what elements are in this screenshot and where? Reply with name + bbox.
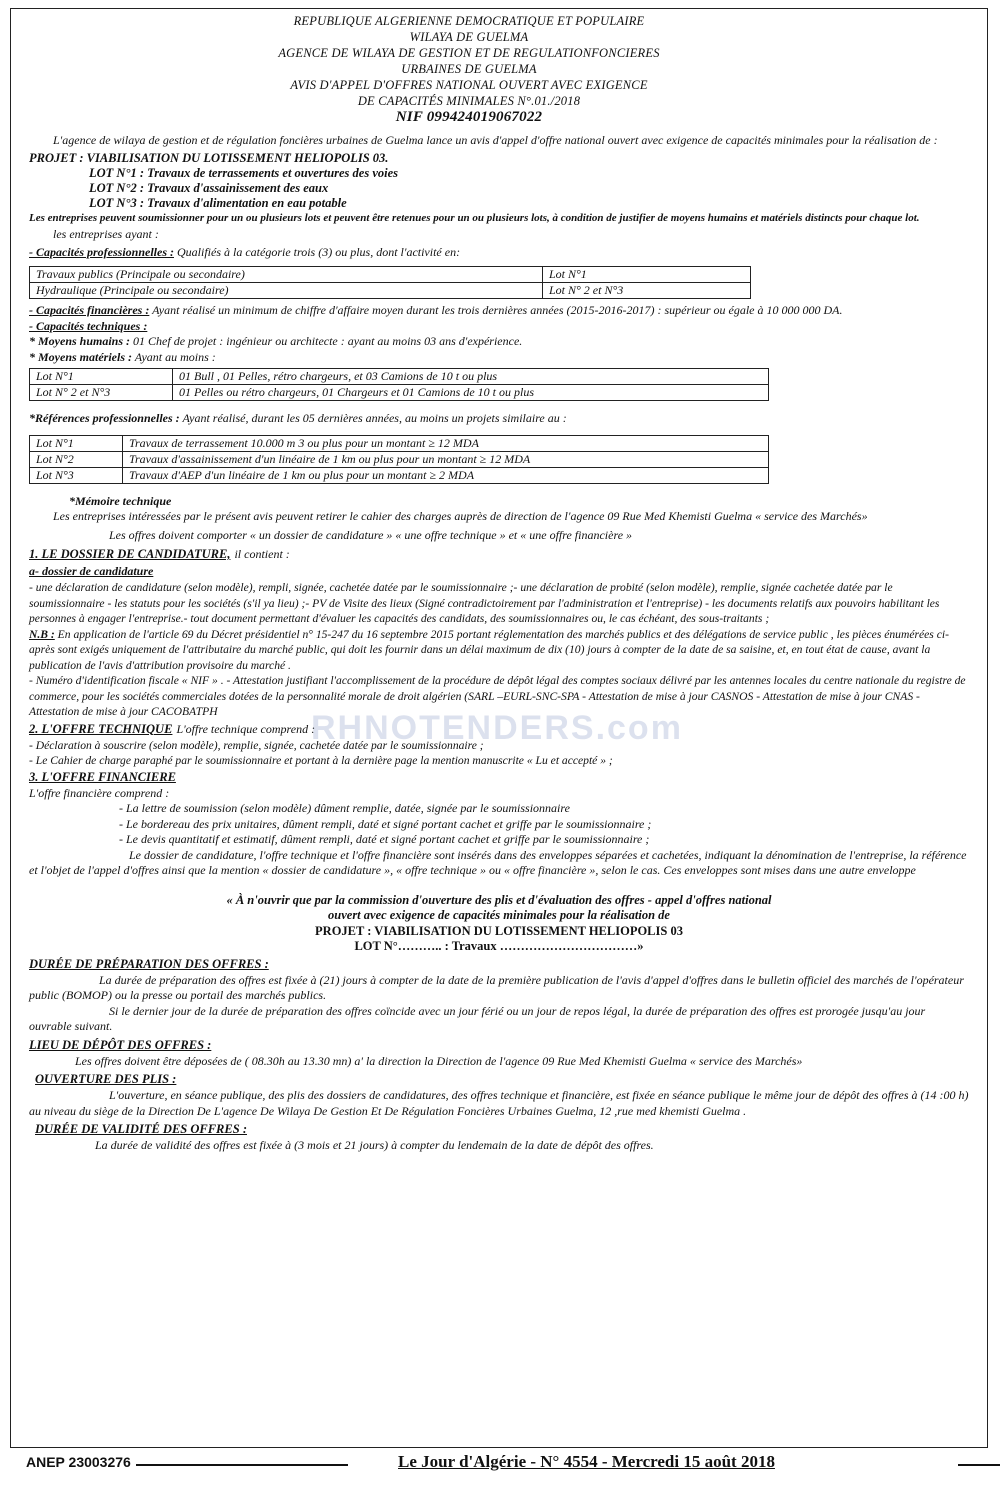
table-cell: Travaux d'assainissement d'un linéaire de 1 km ou plus pour un montant ≥ 12 MDA: [123, 451, 769, 467]
cap-fin-label: - Capacités financières :: [29, 303, 150, 317]
header-line: AVIS D'APPEL D'OFFRES NATIONAL OUVERT AVEC EXIGENCE: [290, 78, 648, 92]
mention-line: « À n'ouvrir que par la commission d'ouverture des plis et d'évaluation des offres - appel d'offres national: [226, 892, 772, 907]
ouverture-title: OUVERTURE DES PLIS :: [35, 1072, 177, 1086]
lot-item: LOT N°1 : Travaux de terrassements et ouvertures des voies: [89, 166, 399, 180]
mention-line: ouvert avec exigence de capacités minimales pour la réalisation de: [328, 908, 670, 922]
ouverture-paragraph: L'ouverture, en séance publique, des plis des dossiers de candidatures, des offres technique et financière, est fixée en séance publique le même jour de dépôt des offres à (14 :00 h) au niveau du siège de la Direction De L'agence De Wilaya De Gestion Et De Régulation Foncières Urbaines Guelma, 12 ,rue med khemisti Guelma .: [29, 1088, 969, 1118]
offres-comporter: Les offres doivent comporter « un dossier de candidature » « une offre technique » et « une offre financière »: [109, 527, 633, 542]
journal-line: Le Jour d'Algérie - N° 4554 - Mercredi 15 août 2018: [398, 1452, 775, 1471]
table-cell: Lot N°1: [30, 435, 123, 451]
cap-tech-label: - Capacités techniques :: [29, 318, 148, 333]
cap-pro-text: Qualifiés à la catégorie trois (3) ou plus, dont l'activité en:: [177, 244, 461, 259]
moyens-humains-label: * Moyens humains :: [29, 334, 131, 348]
document-header: [0, 13, 969, 125]
document-frame: [10, 8, 988, 1448]
offre-fin-title: 3. L'OFFRE FINANCIERE: [29, 769, 176, 784]
header-line: WILAYA DE GUELMA: [409, 30, 529, 44]
retrait-paragraph: Les entreprises intéressées par le présent avis peuvent retirer le cahier des charges auprès de direction de l'agence 09 Rue Med Khemisti Guelma « service des Marchés»: [53, 509, 868, 523]
header-line: AGENCE DE WILAYA DE GESTION ET DE REGULATIONFONCIERES: [278, 46, 660, 60]
validite-paragraph: La durée de validité des offres est fixée à (3 mois et 21 jours) à compter du lendemain de la date de dépôt des offres.: [95, 1138, 654, 1152]
table-cell: Lot N°1: [30, 369, 173, 385]
table-cell: Lot N° 2 et N°3: [30, 385, 173, 401]
dossier-title: 1. LE DOSSIER DE CANDIDATURE,: [29, 547, 231, 561]
header-line: URBAINES DE GUELMA: [401, 62, 537, 76]
dossier-sub: a- dossier de candidature: [29, 564, 154, 578]
duree-paragraph: La durée de préparation des offres est fixée à (21) jours à compter de la date de la première publication de l'avis d'appel d'offres dans le bulletin officiel des marchés de l'opérateur public (BOMOP) ou la presse ou portail des marchés publics.: [29, 972, 964, 1002]
footer-rule: [958, 1464, 1000, 1466]
table-professional: [29, 266, 751, 299]
lots-note: Les entreprises peuvent soumissionner pour un ou plusieurs lots et peuvent être retenues pour un ou plusieurs lots, à condition de justifier de moyens humains et matériels distincts pour chaque lot.: [29, 212, 920, 224]
table-materiel: [29, 368, 769, 401]
offre-tech-item: - Déclaration à souscrire (selon modèle), remplie, signée, cachetée datée par le soumissionnaire ;: [29, 738, 484, 752]
projet-title: PROJET : VIABILISATION DU LOTISSEMENT HELIOPOLIS 03.: [29, 150, 389, 165]
table-cell: Travaux d'AEP d'un linéaire de 1 km ou plus pour un montant ≥ 2 MDA: [123, 467, 769, 483]
intro-paragraph: L'agence de wilaya de gestion et de régulation foncières urbaines de Guelma lance un avis d'appel d'offre national ouvert avec exigence de capacités minimales pour la réalisation de :: [53, 133, 938, 147]
table-row: [30, 435, 769, 451]
table-cell: Lot N°3: [30, 467, 123, 483]
header-line: DE CAPACITÉS MINIMALES N°.01./2018: [357, 94, 581, 108]
mention-block: [29, 893, 969, 954]
table-cell: Lot N°1: [543, 267, 751, 283]
offre-fin-item: - Le bordereau des prix unitaires, dûment rempli, daté et signé portant cachet et griffe par le soumissionnaire ;: [119, 816, 652, 831]
mention-line: PROJET : VIABILISATION DU LOTISSEMENT HELIOPOLIS 03: [315, 923, 683, 938]
dossier-title-suffix: il contient :: [234, 547, 290, 561]
lot-item: LOT N°3 : Travaux d'alimentation en eau potable: [89, 196, 347, 210]
table-row: [30, 369, 769, 385]
offre-tech-title: 2. L'OFFRE TECHNIQUE: [29, 721, 173, 736]
nb-label: N.B :: [29, 627, 55, 641]
table-row: [30, 283, 751, 299]
table-row: [30, 267, 751, 283]
offre-fin-item: - La lettre de soumission (selon modèle) dûment remplie, datée, signée par le soumissionnaire: [119, 801, 570, 815]
moyens-humains-text: 01 Chef de projet : ingénieur ou architecte : ayant au moins 03 ans d'expérience.: [133, 334, 523, 348]
offre-tech-item: - Le Cahier de charge paraphé par le soumissionnaire et portant à la dernière page la mention manuscrite « Lu et accepté » ;: [29, 754, 613, 767]
lot-item: LOT N°2 : Travaux d'assainissement des eaux: [89, 181, 329, 195]
table-row: [30, 385, 769, 401]
lieu-title: LIEU DE DÉPÔT DES OFFRES :: [29, 1037, 212, 1052]
table-row: [30, 451, 769, 467]
offre-tech-suffix: L'offre technique comprend :: [176, 721, 316, 736]
table-cell: Travaux de terrassement 10.000 m 3 ou plus pour un montant ≥ 12 MDA: [123, 435, 769, 451]
table-references: [29, 435, 769, 484]
duree-paragraph: Si le dernier jour de la durée de préparation des offres coïncide avec un jour férié ou un jour de repos légal, la durée de préparation des offres est prorogée jusqu'au jour ouvrable suivant.: [29, 1003, 926, 1033]
table-cell: Travaux publics (Principale ou secondaire): [30, 267, 543, 283]
references-text: Ayant réalisé, durant les 05 dernières années, au moins un projets similaire au :: [182, 411, 567, 425]
page-footer: [0, 1452, 1000, 1478]
offre-fin-intro: L'offre financière comprend :: [29, 785, 170, 800]
cap-pro-label: - Capacités professionnelles :: [29, 244, 174, 259]
footer-rule: [136, 1464, 348, 1466]
lieu-paragraph: Les offres doivent être déposées de ( 08.30h au 13.30 mn) a' la direction la Direction de l'agence 09 Rue Med Khemisti Guelma « service des Marchés»: [75, 1053, 803, 1068]
dossier-text: - une déclaration de candidature (selon modèle), rempli, signée, cachetée datée par le soumissionnaire ;- une déclaration de probité (selon modèle), remplie, signée cachetée datée par le soumissionnaire - les statuts pour les sociétés (s'il ya lieu) ;- PV de Visite des lieux (Signé contradictoirement par l'administration et l'entreprise) - les documents relatifs aux pouvoirs habilitant les personnes à engager l'entreprise.- tout document permettant d'évaluer les capacités des candidats, des soumissionnaires ou, le cas échéant, des sous-traitants ;: [29, 581, 940, 625]
validite-title: DURÉE DE VALIDITÉ DES OFFRES :: [35, 1122, 247, 1136]
moyens-materiels-label: * Moyens matériels :: [29, 349, 132, 364]
header-nif: NIF 099424019067022: [395, 109, 543, 125]
references-label: *Références professionnelles :: [29, 411, 180, 425]
mention-line: LOT N°……….. : Travaux ……………………………»: [354, 938, 644, 953]
memoire-technique: *Mémoire technique: [69, 493, 172, 508]
table-cell: Lot N°2: [30, 451, 123, 467]
offre-fin-item: - Le devis quantitatif et estimatif, dûment rempli, daté et signé portant cachet et griffe par le soumissionnaire ;: [119, 832, 650, 846]
header-line: REPUBLIQUE ALGERIENNE DEMOCRATIQUE ET POPULAIRE: [293, 14, 645, 28]
table-row: [30, 467, 769, 483]
duree-title: DURÉE DE PRÉPARATION DES OFFRES :: [29, 956, 269, 971]
anep-reference: ANEP 23003276: [26, 1454, 131, 1470]
moyens-materiels-text: Ayant au moins :: [134, 349, 216, 364]
table-cell: Lot N° 2 et N°3: [543, 283, 751, 299]
watermark-text: RHNOTENDERS.com: [311, 709, 683, 747]
nb-text: En application de l'article 69 du Décret présidentiel n° 15-247 du 16 septembre 2015 portant réglementation des marchés publics et des délégations de service public , les pièces énumérées ci-après sont exigés uniquement de l'attributaire du marché public, qui doit les fournir dans un délai maximum de dix (10) jours à compter de la date de sa saisine, et, en tout état de cause, avant la publication de l'avis d'attribution provisoire du marché .: [29, 627, 949, 672]
nif-text: - Numéro d'identification fiscale « NIF » . - Attestation justifiant l'accomplissement de la procédure de dépôt légal des comptes sociaux délivré par les antennes locales du centre nationale du registre de commerce, pour les sociétés commerciales dotées de la personnalité morale de droit algérien (SARL –EURL-SNC-SPA - Attestation de mise à jour CASNOS - Attestation de mise à jour CNAS - Attestation de mise à jour CACOBATPH: [29, 674, 966, 718]
enveloppes-paragraph: Le dossier de candidature, l'offre technique et l'offre financière sont insérés dans des enveloppes séparées et cachetées, indiquant la dénomination de l'entreprise, la référence et l'objet de l'appel d'offres ainsi que la mention « dossier de candidature », « offre technique » ou « offre financière », selon le cas. Ces enveloppes sont mises dans une autre enveloppe: [29, 847, 967, 877]
entreprises-ayant: les entreprises ayant :: [53, 227, 159, 241]
table-cell: 01 Bull , 01 Pelles, rétro chargeurs, et 03 Camions de 10 t ou plus: [173, 369, 769, 385]
cap-fin-text: Ayant réalisé un minimum de chiffre d'affaire moyen durant les trois dernières années (2015-2016-2017) : supérieur ou égale à 10 000 000 DA.: [152, 303, 843, 317]
document-body: [29, 13, 969, 1154]
table-cell: 01 Pelles ou rétro chargeurs, 01 Chargeurs et 01 Camions de 10 t ou plus: [173, 385, 769, 401]
table-cell: Hydraulique (Principale ou secondaire): [30, 283, 543, 299]
